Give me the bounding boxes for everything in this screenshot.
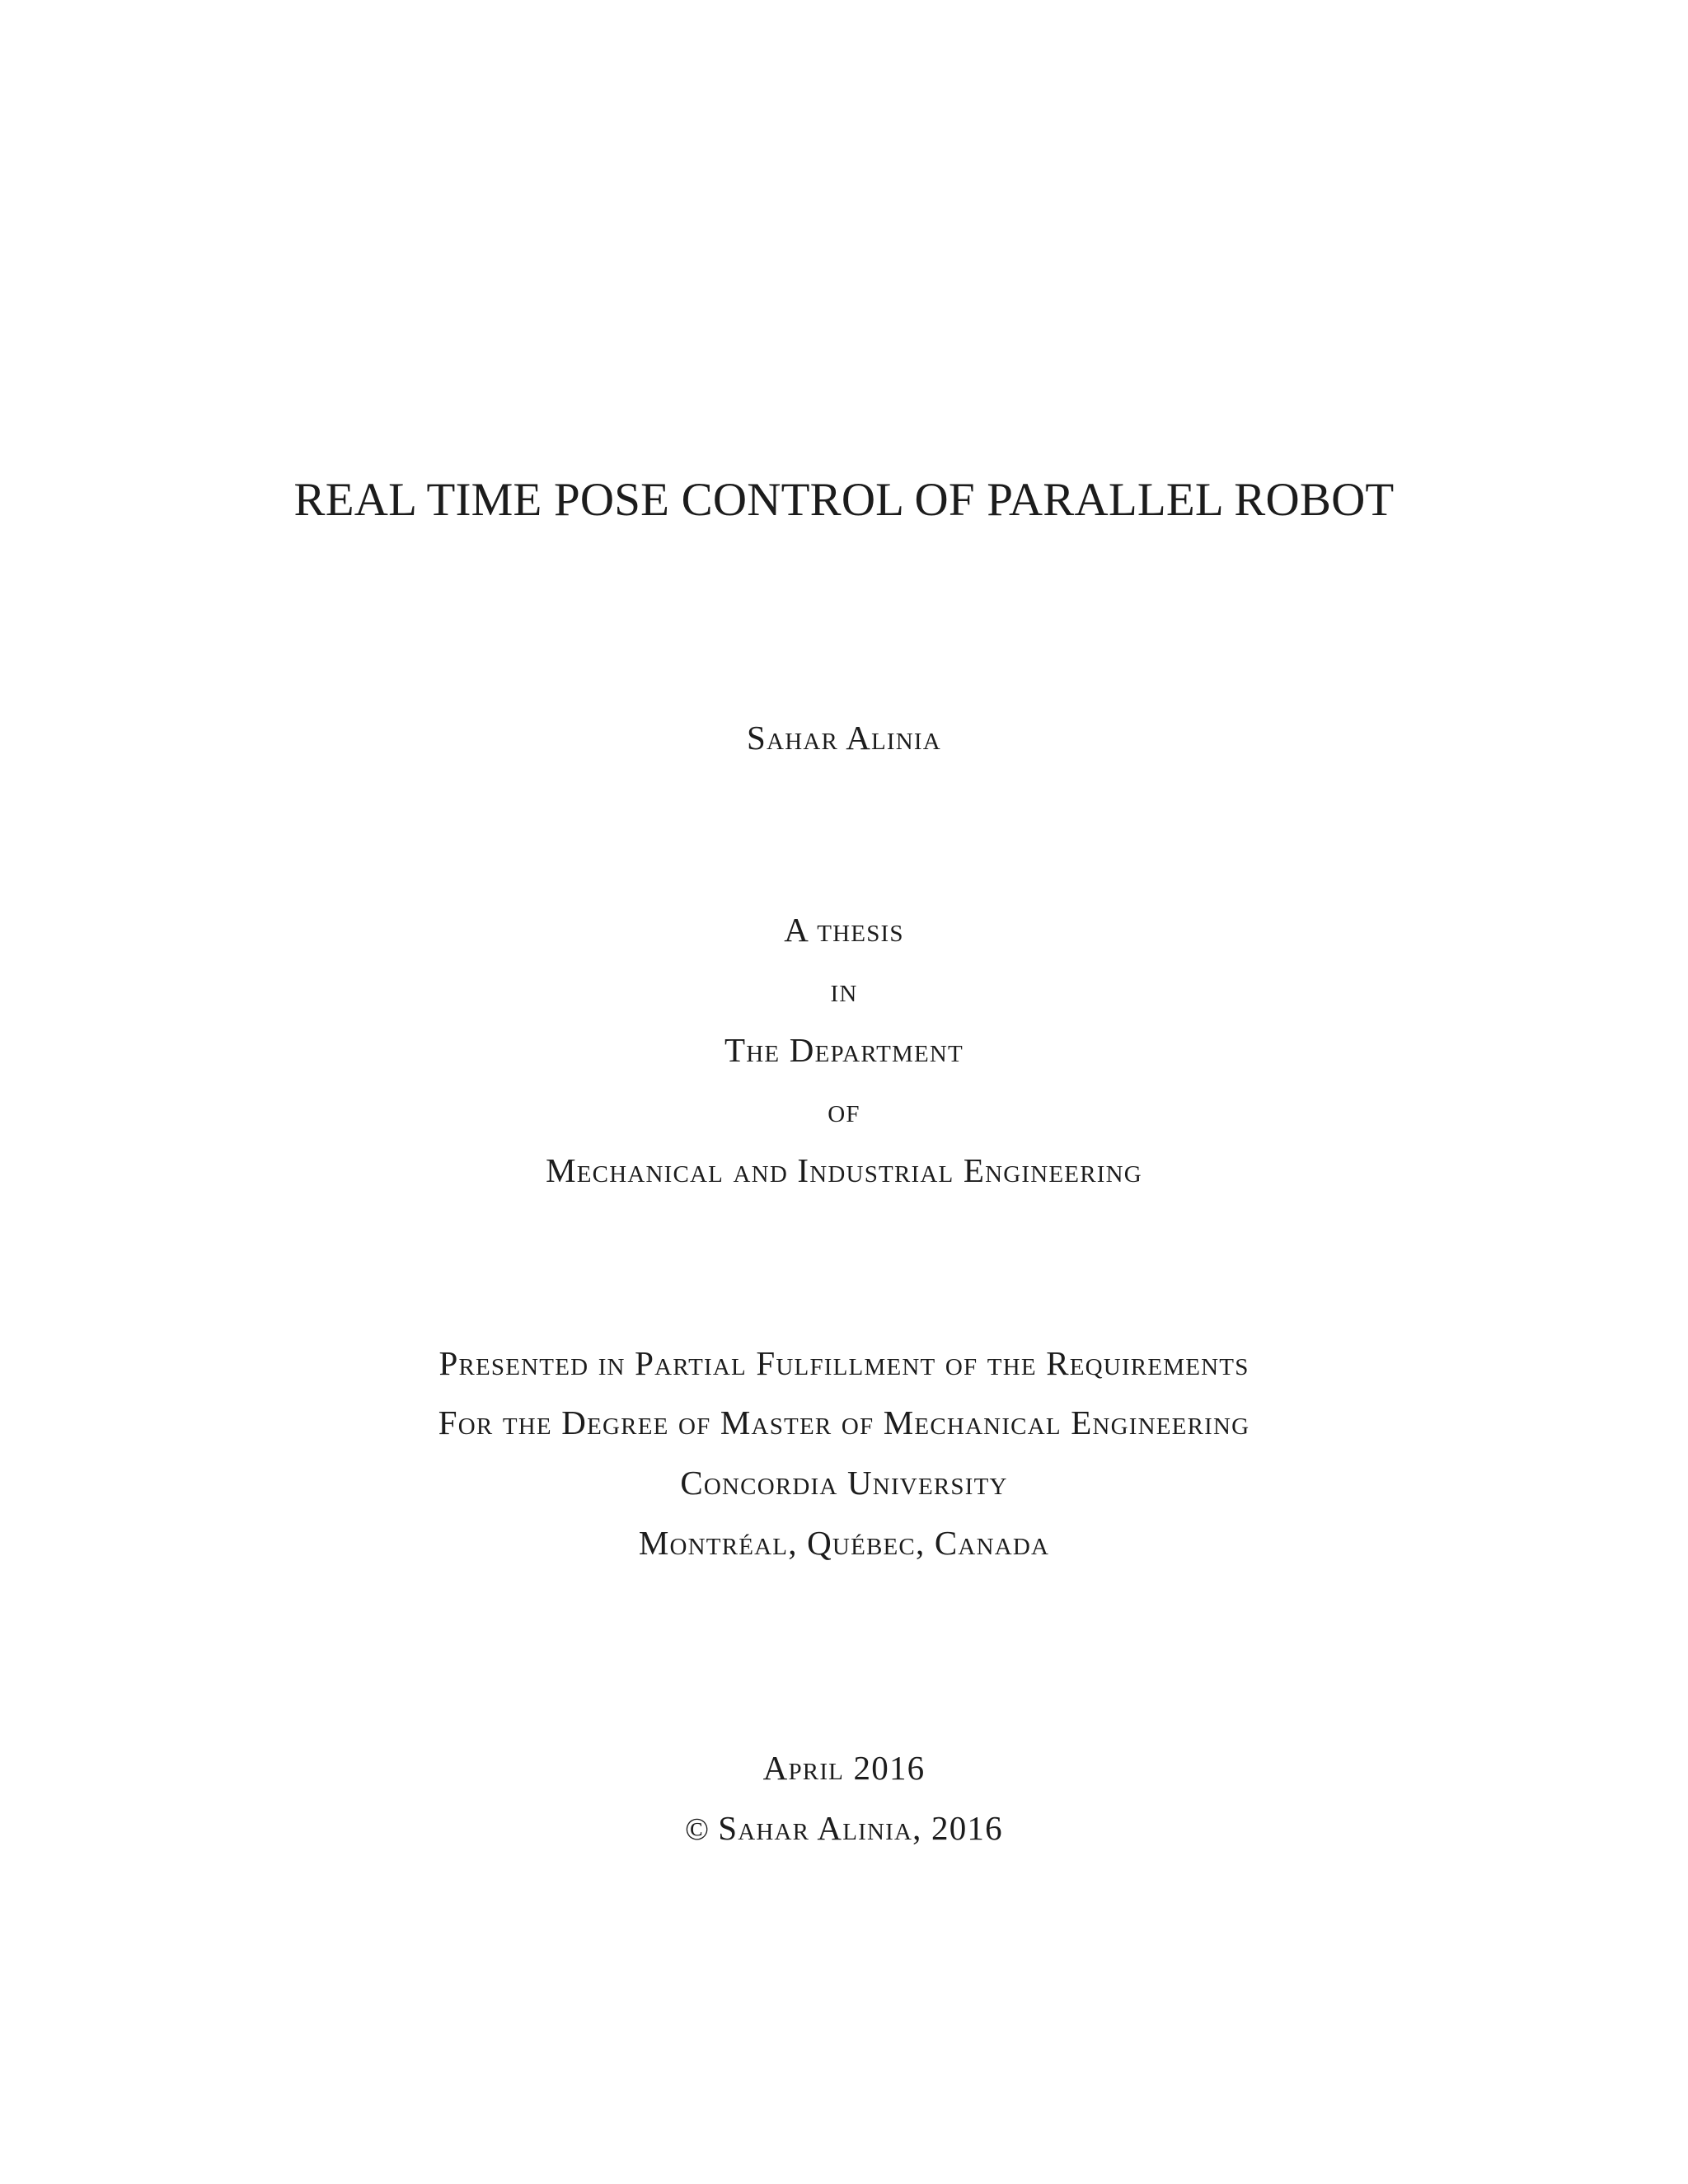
- author-name: Sahar Alinia: [747, 719, 941, 757]
- copyright-text: Sahar Alinia, 2016: [718, 1809, 1003, 1847]
- location-line: Montréal, Québec, Canada: [638, 1524, 1050, 1562]
- thesis-title: REAL TIME POSE CONTROL OF PARALLEL ROBOT: [293, 474, 1395, 526]
- copyright-icon: ©: [685, 1812, 710, 1847]
- thesis-statement-line-2: in: [830, 971, 858, 1009]
- copyright-line: [0, 1811, 1688, 1845]
- degree-line: For the Degree of Master of Mechanical Engineering: [438, 1404, 1250, 1441]
- university-name: Concordia University: [680, 1464, 1008, 1502]
- thesis-statement-line-1: A thesis: [784, 911, 904, 949]
- submission-date: April 2016: [762, 1749, 926, 1787]
- department-name: Mechanical and Industrial Engineering: [546, 1151, 1142, 1189]
- thesis-statement-line-3: The Department: [724, 1031, 964, 1069]
- thesis-statement-line-4: of: [828, 1091, 860, 1129]
- requirements-line-1: Presented in Partial Fulfillment of the Requirements: [438, 1344, 1250, 1382]
